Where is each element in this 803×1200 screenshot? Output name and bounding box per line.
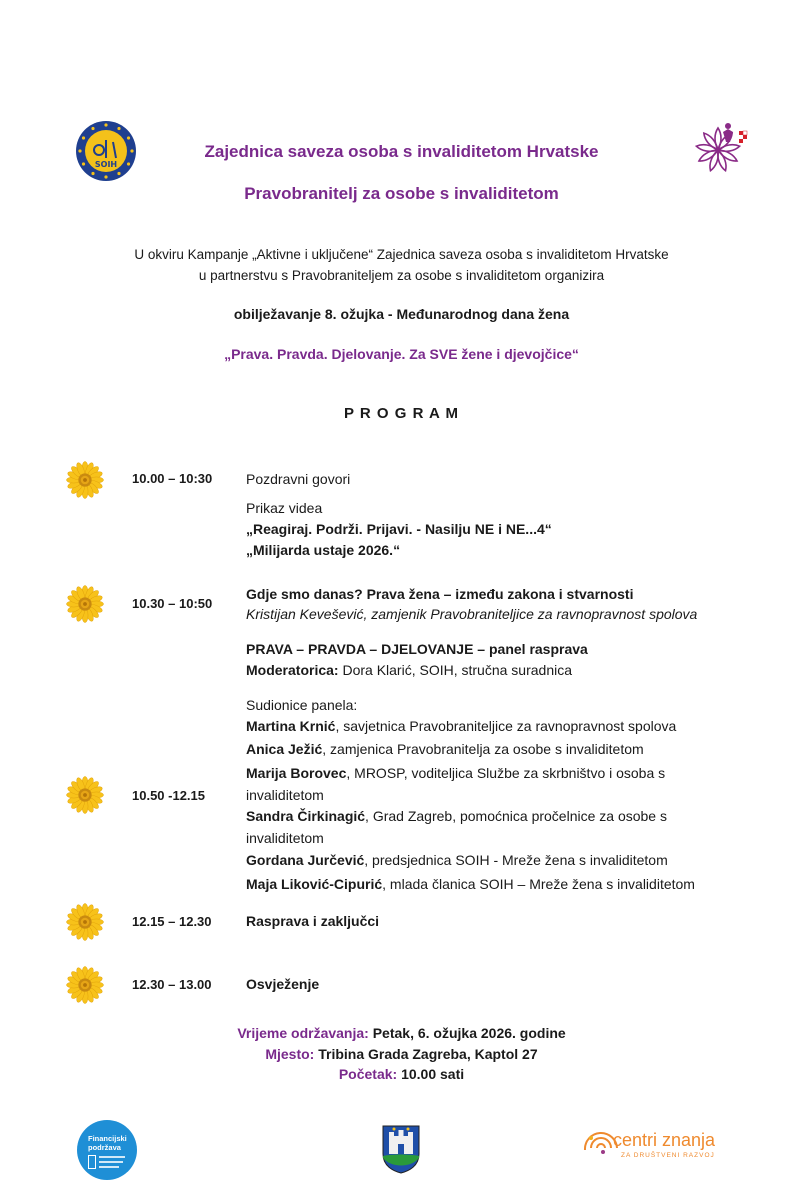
flag-icon <box>88 1155 96 1169</box>
moderator <box>246 659 572 681</box>
participant-item <box>246 805 716 849</box>
participant-role: , Grad Zagreb, pomoćnica pročelnice za osobe s invaliditetom <box>246 808 667 846</box>
when-line <box>0 1025 803 1041</box>
when-label: Vrijeme održavanja: <box>237 1025 369 1041</box>
participant-item <box>246 738 644 760</box>
session-1-video-intro: Prikaz videa <box>246 500 323 516</box>
session-4-text: Rasprava i zaključci <box>246 913 380 929</box>
session-5-text: Osvježenje <box>246 976 320 992</box>
start-value: 10.00 sati <box>397 1066 465 1082</box>
sunflower-icon <box>66 776 104 814</box>
participant-name: Sandra Čirkinagić <box>246 808 366 824</box>
participant-role: , predsjednica SOIH - Mreže žena s invaliditetom <box>364 852 668 868</box>
start-label: Početak: <box>338 1066 398 1082</box>
org-title: Zajednica saveza osoba s invaliditetom Hrvatske <box>204 142 599 161</box>
financial-line-1: Financijski <box>88 1134 127 1143</box>
intro-line-1: U okviru Kampanje „Aktivne i uključene“ Zajednica saveza osoba s invaliditetom Hrvatske <box>134 247 669 262</box>
place-line <box>0 1046 803 1062</box>
start-line <box>0 1066 803 1082</box>
event-title: obilježavanje 8. ožujka - Međunarodnog dana žena <box>233 306 570 322</box>
centri-znanja-text: centri znanja <box>613 1130 716 1150</box>
participant-role: , savjetnica Pravobraniteljice za ravnopravnost spolova <box>335 718 677 734</box>
participant-item <box>246 849 668 871</box>
centri-znanja-subtext: ZA DRUŠTVENI RAZVOJ <box>621 1152 715 1159</box>
participant-role: , MROSP, voditeljica Službe za skrbništvo i osoba s invaliditetom <box>246 765 666 803</box>
intro-line-2: u partnerstvu s Pravobraniteljem za osobe s invaliditetom organizira <box>198 268 605 283</box>
place-value: Tribina Grada Zagreba, Kaptol 27 <box>314 1046 538 1062</box>
participant-item <box>246 873 695 895</box>
financial-line-2: podržava <box>88 1143 121 1152</box>
participant-name: Gordana Jurčević <box>246 852 365 868</box>
session-2-speaker: Kristijan Kevešević, zamjenik Pravobraniteljice za ravnopravnost spolova <box>246 606 698 622</box>
sunflower-icon <box>66 585 104 623</box>
session-3-time: 10.50 -12.15 <box>132 788 206 803</box>
panel-title: PRAVA – PRAVDA – DJELOVANJE – panel rasprava <box>246 641 588 657</box>
ombudsman-title: Pravobranitelj za osobe s invaliditetom <box>244 184 559 203</box>
sunflower-icon <box>66 966 104 1004</box>
session-1-time: 10.00 – 10:30 <box>132 471 213 486</box>
program-heading: P R O G R A M <box>344 405 459 422</box>
participant-role: , zamjenica Pravobranitelja za osobe s invaliditetom <box>322 741 644 757</box>
session-1-video-2: „Milijarda ustaje 2026.“ <box>246 542 401 558</box>
session-1-welcome: Pozdravni govori <box>246 471 351 487</box>
place-label: Mjesto: <box>265 1046 315 1062</box>
participant-item <box>246 762 716 806</box>
when-value: Petak, 6. ožujka 2026. godine <box>368 1025 566 1041</box>
zagreb-coat-of-arms <box>381 1124 421 1174</box>
svg-text:SOIH: SOIH <box>94 160 118 169</box>
participant-name: Martina Krnić <box>246 718 336 734</box>
participant-name: Maja Liković-Cipurić <box>246 876 383 892</box>
participants-label: Sudionice panela: <box>246 697 358 713</box>
centri-znanja-logo <box>575 1122 765 1174</box>
session-2-time: 10.30 – 10:50 <box>132 596 213 611</box>
session-5-time: 12.30 – 13.00 <box>132 977 212 992</box>
slogan: „Prava. Pravda. Djelovanje. Za SVE žene i djevojčice“ <box>224 346 579 362</box>
participant-item <box>246 715 676 737</box>
participant-name: Marija Borovec <box>246 765 347 781</box>
moderator-name: Dora Klarić, SOIH, stručna suradnica <box>338 662 572 678</box>
participant-role: , mlada članica SOIH – Mreže žena s invaliditetom <box>382 876 695 892</box>
session-4-time: 12.15 – 12.30 <box>132 914 212 929</box>
sunflower-icon <box>66 461 104 499</box>
sunflower-icon <box>66 903 104 941</box>
financial-support-logo <box>77 1120 137 1180</box>
session-1-video-1: „Reagiraj. Podrži. Prijavi. - Nasilju NE i NE...4“ <box>246 521 552 537</box>
moderator-label: Moderatorica: <box>246 662 339 678</box>
participant-name: Anica Ježić <box>246 741 323 757</box>
session-2-topic: Gdje smo danas? Prava žena – između zakona i stvarnosti <box>246 586 634 602</box>
